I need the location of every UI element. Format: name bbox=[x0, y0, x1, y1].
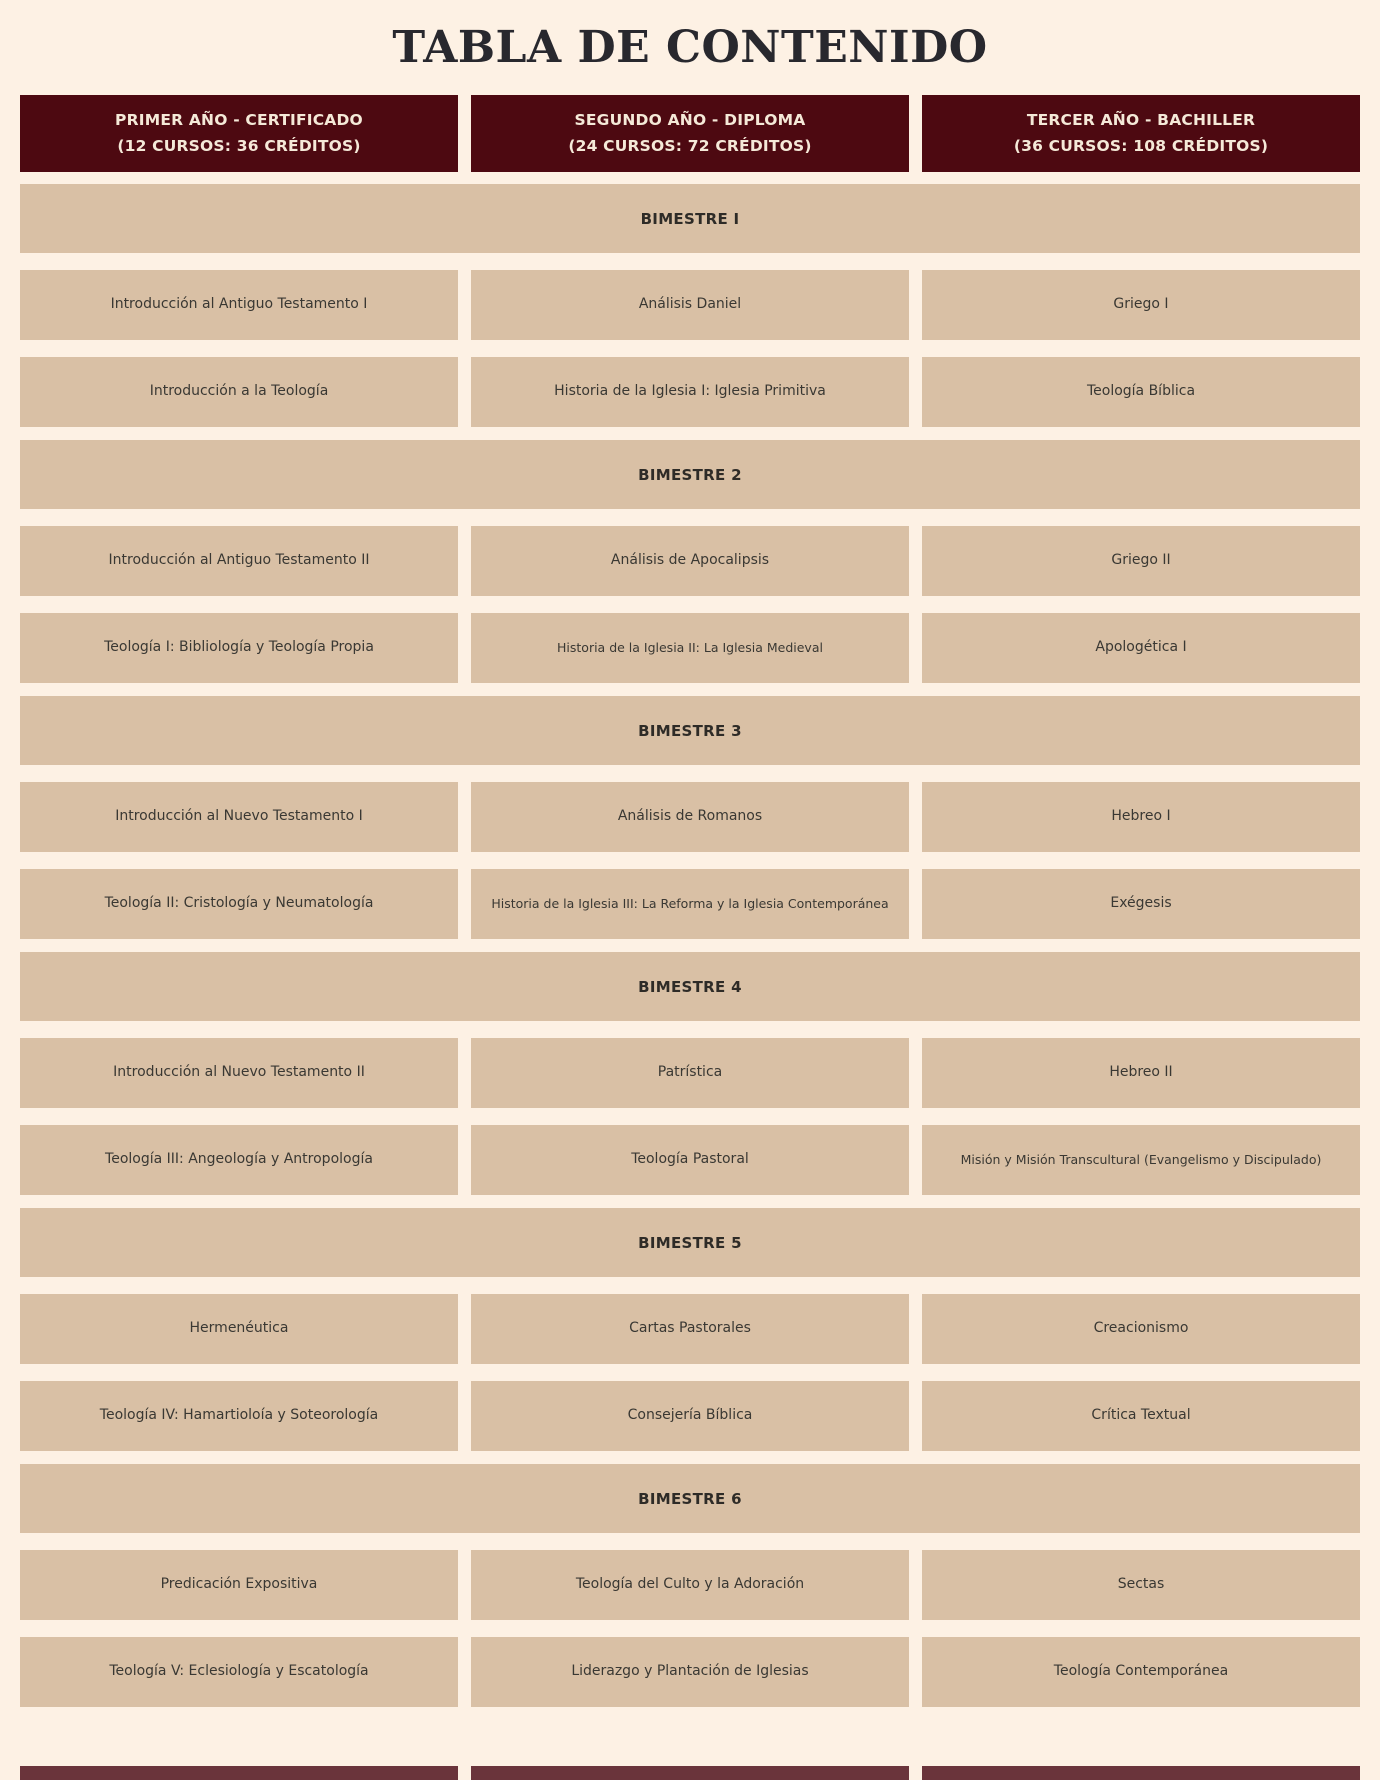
course-title: Liderazgo y Plantación de Iglesias bbox=[571, 1663, 809, 1680]
course-cell bbox=[20, 270, 458, 340]
course-title: Exégesis bbox=[1110, 895, 1172, 912]
year-header-credits: (24 CURSOS: 72 CRÉDITOS) bbox=[568, 136, 812, 155]
bimestre-label: BIMESTRE 5 bbox=[638, 1233, 742, 1252]
course-title: Teología I: Bibliología y Teología Propia bbox=[104, 639, 374, 656]
course-row bbox=[20, 1550, 1360, 1620]
year-header-title: PRIMER AÑO - CERTIFICADO bbox=[115, 110, 363, 129]
course-cell bbox=[20, 1125, 458, 1195]
year-header-certificado bbox=[20, 95, 458, 172]
course-cell bbox=[922, 270, 1360, 340]
course-cell bbox=[922, 1637, 1360, 1707]
course-cell bbox=[471, 1381, 909, 1451]
course-title: Hebreo I bbox=[1111, 808, 1171, 825]
course-title: Teología Pastoral bbox=[631, 1151, 749, 1168]
course-title: Hermenéutica bbox=[189, 1320, 289, 1337]
course-title: Historia de la Iglesia II: La Iglesia Medieval bbox=[557, 640, 823, 656]
course-title: Creacionismo bbox=[1093, 1320, 1189, 1337]
year-header-title: TERCER AÑO - BACHILLER bbox=[1026, 110, 1256, 129]
bimestre-section bbox=[20, 696, 1360, 939]
course-row bbox=[20, 1125, 1360, 1195]
course-title: Hebreo II bbox=[1109, 1064, 1173, 1081]
bimestre-label: BIMESTRE 3 bbox=[638, 721, 742, 740]
course-title: Análisis Daniel bbox=[638, 296, 742, 313]
course-cell bbox=[471, 357, 909, 427]
bimestre-section bbox=[20, 1208, 1360, 1451]
bimestre-label: BIMESTRE I bbox=[640, 209, 740, 228]
course-title: Teología V: Eclesiología y Escatología bbox=[109, 1663, 369, 1680]
course-cell bbox=[20, 1294, 458, 1364]
course-cell bbox=[471, 526, 909, 596]
year-header-diploma bbox=[471, 95, 909, 172]
course-cell bbox=[922, 526, 1360, 596]
course-title: Predicación Expositiva bbox=[160, 1576, 318, 1593]
course-row bbox=[20, 1038, 1360, 1108]
bimestre-section bbox=[20, 440, 1360, 683]
course-cell bbox=[20, 1637, 458, 1707]
bimestre-label: BIMESTRE 4 bbox=[638, 977, 742, 996]
course-title: Griego I bbox=[1113, 296, 1169, 313]
course-title: Teología Contemporánea bbox=[1053, 1663, 1229, 1680]
course-row bbox=[20, 613, 1360, 683]
bimestre-header bbox=[20, 1208, 1360, 1277]
next-page-headers-partial bbox=[20, 1766, 1360, 1780]
course-cell bbox=[471, 869, 909, 939]
course-title: Introducción al Nuevo Testamento I bbox=[115, 808, 363, 825]
bimestre-header bbox=[20, 184, 1360, 253]
course-title: Análisis de Romanos bbox=[617, 808, 763, 825]
bimestre-header bbox=[20, 696, 1360, 765]
course-cell bbox=[20, 782, 458, 852]
course-cell bbox=[471, 1637, 909, 1707]
course-cell bbox=[922, 869, 1360, 939]
course-row bbox=[20, 782, 1360, 852]
course-cell bbox=[922, 1038, 1360, 1108]
course-title: Teología IV: Hamartioloía y Soteorología bbox=[99, 1407, 379, 1424]
course-title: Consejería Bíblica bbox=[627, 1407, 753, 1424]
course-row bbox=[20, 869, 1360, 939]
course-title: Introducción al Antiguo Testamento I bbox=[110, 296, 368, 313]
course-cell bbox=[471, 1550, 909, 1620]
bimestre-header bbox=[20, 440, 1360, 509]
page-title: TABLA DE CONTENIDO bbox=[392, 22, 988, 73]
course-row bbox=[20, 1381, 1360, 1451]
course-cell bbox=[471, 1125, 909, 1195]
course-title: Análisis de Apocalipsis bbox=[610, 552, 770, 569]
course-row bbox=[20, 357, 1360, 427]
course-title: Misión y Misión Transcultural (Evangelismo y Discipulado) bbox=[960, 1152, 1322, 1168]
course-title: Sectas bbox=[1117, 1576, 1165, 1593]
course-cell bbox=[20, 1381, 458, 1451]
course-cell bbox=[471, 613, 909, 683]
course-cell bbox=[922, 613, 1360, 683]
course-cell bbox=[20, 357, 458, 427]
bimestre-section bbox=[20, 952, 1360, 1195]
course-cell bbox=[922, 1550, 1360, 1620]
course-title: Patrística bbox=[657, 1064, 723, 1081]
course-title: Historia de la Iglesia III: La Reforma y la Iglesia Contemporánea bbox=[491, 896, 889, 912]
course-cell bbox=[20, 869, 458, 939]
bimestre-header bbox=[20, 1464, 1360, 1533]
course-cell bbox=[471, 782, 909, 852]
course-title: Historia de la Iglesia I: Iglesia Primitiva bbox=[554, 383, 826, 400]
course-title: Teología II: Cristología y Neumatología bbox=[104, 895, 374, 912]
course-row bbox=[20, 1637, 1360, 1707]
course-title: Introducción al Antiguo Testamento II bbox=[108, 552, 370, 569]
course-title: Cartas Pastorales bbox=[629, 1320, 751, 1337]
course-cell bbox=[20, 613, 458, 683]
course-title: Crítica Textual bbox=[1091, 1407, 1191, 1424]
course-cell bbox=[471, 1038, 909, 1108]
partial-header-bar bbox=[922, 1766, 1360, 1780]
year-header-credits: (12 CURSOS: 36 CRÉDITOS) bbox=[117, 136, 361, 155]
course-title: Introducción al Nuevo Testamento II bbox=[113, 1064, 365, 1081]
course-cell bbox=[922, 782, 1360, 852]
partial-header-bar bbox=[20, 1766, 458, 1780]
bimestre-section bbox=[20, 1464, 1360, 1707]
course-title: Teología Bíblica bbox=[1086, 383, 1196, 400]
course-row bbox=[20, 270, 1360, 340]
course-cell bbox=[922, 1294, 1360, 1364]
course-cell bbox=[471, 270, 909, 340]
year-header-credits: (36 CURSOS: 108 CRÉDITOS) bbox=[1013, 136, 1269, 155]
partial-header-bar bbox=[471, 1766, 909, 1780]
year-header-title: SEGUNDO AÑO - DIPLOMA bbox=[574, 110, 806, 129]
bimestre-label: BIMESTRE 6 bbox=[638, 1489, 742, 1508]
course-row bbox=[20, 1294, 1360, 1364]
course-title: Introducción a la Teología bbox=[149, 383, 329, 400]
course-title: Griego II bbox=[1111, 552, 1171, 569]
course-row bbox=[20, 526, 1360, 596]
year-headers-row bbox=[20, 95, 1360, 172]
course-cell bbox=[471, 1294, 909, 1364]
bimestre-sections bbox=[20, 184, 1360, 1707]
course-cell bbox=[922, 1381, 1360, 1451]
bimestre-section bbox=[20, 184, 1360, 427]
course-cell bbox=[922, 357, 1360, 427]
course-cell bbox=[20, 1038, 458, 1108]
course-cell bbox=[20, 526, 458, 596]
course-title: Teología III: Angeología y Antropología bbox=[105, 1151, 373, 1168]
course-title: Teología del Culto y la Adoración bbox=[575, 1576, 805, 1593]
bimestre-header bbox=[20, 952, 1360, 1021]
course-title: Apologética I bbox=[1095, 639, 1187, 656]
course-cell bbox=[20, 1550, 458, 1620]
year-header-bachiller bbox=[922, 95, 1360, 172]
course-cell bbox=[922, 1125, 1360, 1195]
bimestre-label: BIMESTRE 2 bbox=[638, 465, 742, 484]
